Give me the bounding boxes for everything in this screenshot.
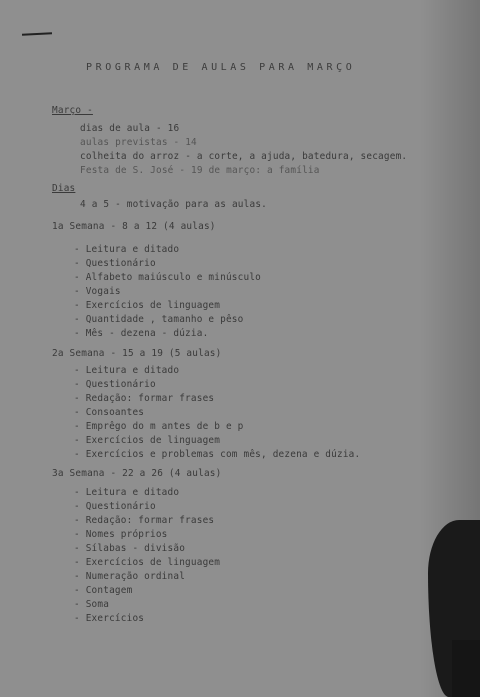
week-2-heading: 2a Semana - 15 a 19 (5 aulas) <box>52 348 222 359</box>
week-3-item: - Soma <box>74 599 110 610</box>
section-heading-dias: Dias <box>52 183 76 194</box>
week-3-item: - Sílabas - divisão <box>74 543 186 554</box>
week-3-heading: 3a Semana - 22 a 26 (4 aulas) <box>52 468 222 479</box>
ink-mark <box>22 32 52 36</box>
torn-corner-edge <box>452 640 480 697</box>
week-3-item: - Leitura e ditado <box>74 487 180 498</box>
week-3-item: - Exercícios <box>74 613 145 624</box>
week-2-item: - Redação: formar frases <box>74 393 215 404</box>
week-3-item: - Contagem <box>74 585 133 596</box>
week-3-item: - Questionário <box>74 501 156 512</box>
week-1-item: - Questionário <box>74 258 156 269</box>
week-1-item: - Leitura e ditado <box>74 244 180 255</box>
week-3-item: - Exercícios de linguagem <box>74 557 221 568</box>
dias-text: 4 a 5 - motivação para as aulas. <box>80 199 268 210</box>
week-1-item: - Alfabeto maiúsculo e minúsculo <box>74 272 262 283</box>
week-2-item: - Exercícios e problemas com mês, dezena e dúzia. <box>74 449 361 460</box>
marco-item: dias de aula - 16 <box>80 123 180 134</box>
marco-item: aulas previstas - 14 <box>80 137 197 148</box>
week-3-item: - Redação: formar frases <box>74 515 215 526</box>
week-2-item: - Questionário <box>74 379 156 390</box>
section-heading-marco: Março - <box>52 105 93 116</box>
week-3-item: - Nomes próprios <box>74 529 168 540</box>
week-1-item: - Exercícios de linguagem <box>74 300 221 311</box>
page-title: PROGRAMA DE AULAS PARA MARÇO <box>86 62 356 73</box>
week-1-item: - Vogais <box>74 286 121 297</box>
week-1-heading: 1a Semana - 8 a 12 (4 aulas) <box>52 221 216 232</box>
week-2-item: - Leitura e ditado <box>74 365 180 376</box>
week-3-item: - Numeração ordinal <box>74 571 186 582</box>
week-1-item: - Mês - dezena - dúzia. <box>74 328 209 339</box>
week-2-item: - Exercícios de linguagem <box>74 435 221 446</box>
week-2-item: - Consoantes <box>74 407 145 418</box>
marco-item: colheita do arroz - a corte, a ajuda, batedura, secagem. <box>80 151 408 162</box>
week-2-item: - Emprêgo do m antes de b e p <box>74 421 244 432</box>
week-1-item: - Quantidade , tamanho e pêso <box>74 314 244 325</box>
marco-item: Festa de S. José - 19 de março: a família <box>80 165 320 176</box>
